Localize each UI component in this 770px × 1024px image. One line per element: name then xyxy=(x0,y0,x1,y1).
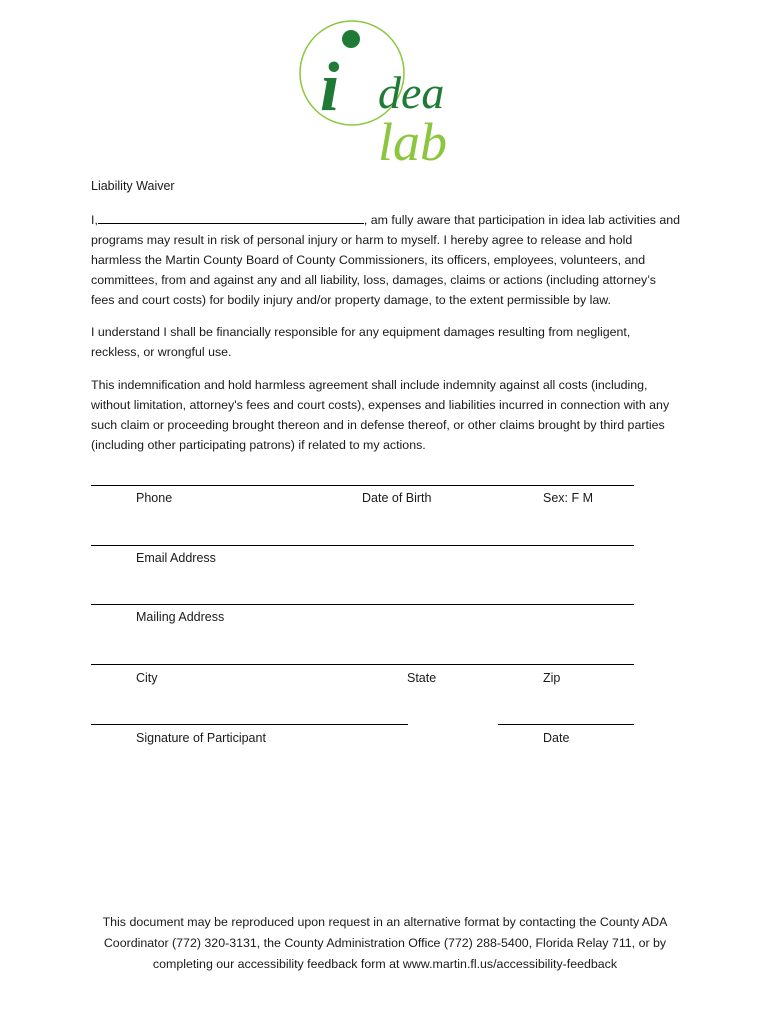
waiver-paragraph-1 xyxy=(91,210,681,310)
logo-word-dea: dea xyxy=(378,67,445,118)
city-label: City xyxy=(136,671,158,685)
state-label: State xyxy=(407,671,437,685)
idea-lab-logo-graphic xyxy=(290,18,490,168)
zip-label: Zip xyxy=(543,671,561,685)
document-title: Liability Waiver xyxy=(91,179,175,193)
waiver-paragraph-2: I understand I shall be financially responsible for any equipment damages resulting from negligent, reckless, or wrongful use. xyxy=(91,325,631,359)
idea-lab-logo xyxy=(290,18,490,168)
city-state-zip-line[interactable] xyxy=(91,664,634,665)
logo-word-lab: lab xyxy=(378,112,448,168)
mailing-address-label: Mailing Address xyxy=(136,610,225,624)
accessibility-footer: This document may be reproduced upon request in an alternative format by contacting the County ADA Coordinator (772) 320-3131, the County Administration Office (772) 288-5400, Florida Relay 711, or by completing our accessibility feedback form at www.martin.fl.us/accessibility-feedback xyxy=(102,915,668,971)
waiver-paragraph-3: This indemnification and hold harmless agreement shall include indemnity against all costs (including, without limitation, attorney's fees and court costs), expenses and liabilities incurred in connection with any such claim or proceeding brought thereon and in defense thereof, or other claims brought by third parties (including other participating patrons) if related to my actions. xyxy=(91,378,670,452)
mailing-address-line[interactable] xyxy=(91,604,634,605)
signature-line[interactable] xyxy=(91,724,408,725)
date-line[interactable] xyxy=(498,724,634,725)
email-line[interactable] xyxy=(91,545,634,546)
email-label: Email Address xyxy=(136,551,216,565)
date-label: Date xyxy=(543,731,570,745)
paragraph-1-text: , am fully aware that participation in idea lab activities and programs may result in risk of personal injury or harm to myself. I hereby agree to release and hold harmless the Martin County Board of County Commissioners, its officers, employees, volunteers, and committees, from and against any and all liability, loss, damages, claims or actions (including attorney’s fees and court costs) for bodily injury and/or property damage, to the extent permissible by law. xyxy=(91,213,681,307)
name-blank-line[interactable] xyxy=(98,211,364,224)
signature-label: Signature of Participant xyxy=(136,731,266,745)
phone-dob-sex-line[interactable] xyxy=(91,485,634,486)
sex-label: Sex: F M xyxy=(543,491,594,505)
dob-label: Date of Birth xyxy=(362,491,432,505)
phone-label: Phone xyxy=(136,491,173,505)
logo-letter-i: i xyxy=(320,49,340,126)
paragraph-1-prefix: I, xyxy=(91,213,98,227)
